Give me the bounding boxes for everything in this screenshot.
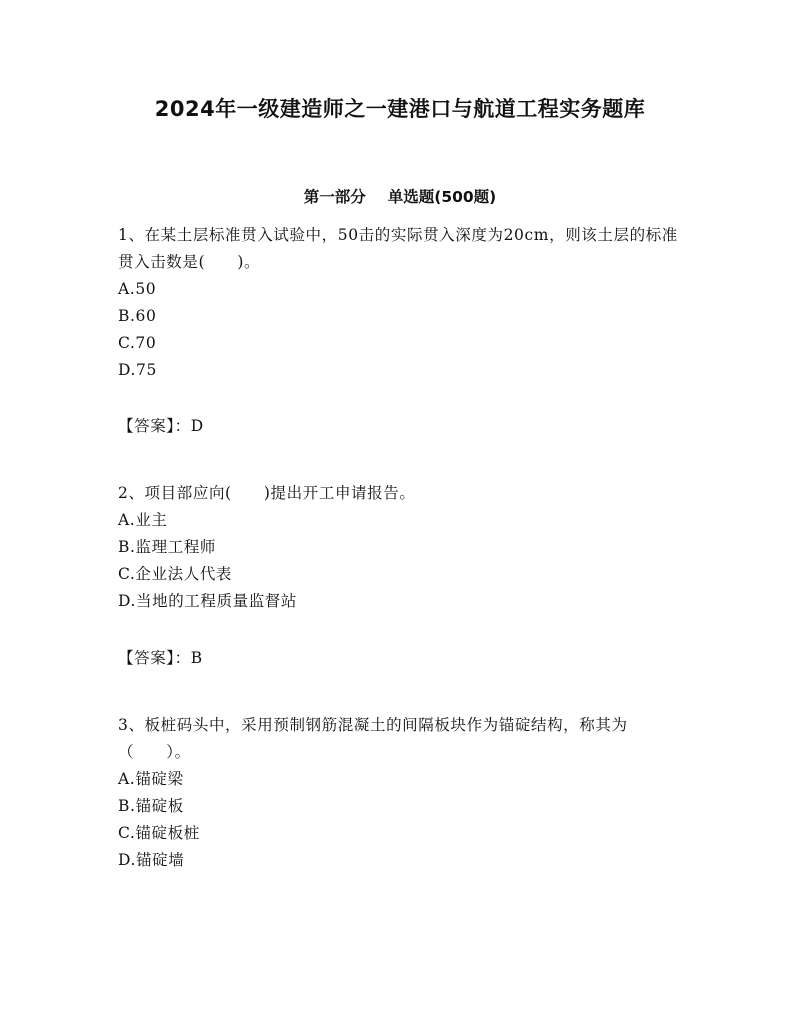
question-stem: 3、板桩码头中，采用预制钢筋混凝土的间隔板块作为锚碇结构，称其为（ ）。 [118,716,628,761]
question-1 [118,222,690,384]
question-2 [118,480,690,615]
option-b: B.60 [118,307,157,325]
question-stem: 2、项目部应向( )提出开工申请报告。 [118,484,416,502]
option-d: D.75 [118,361,157,379]
answer-value: B [190,649,203,667]
option-d: D.锚碇墙 [118,851,185,869]
option-a: A.业主 [118,511,168,529]
option-b: B.监理工程师 [118,538,217,556]
document-title: 2024年一级建造师之一建港口与航道工程实务题库 [154,97,646,121]
answer-2 [118,645,203,672]
option-a: A.50 [118,280,157,298]
option-b: B.锚碇板 [118,797,184,815]
question-stem: 1、在某土层标准贯入试验中，50击的实际贯入深度为20cm，则该土层的标准贯入击数是( )。 [118,226,678,271]
section-heading [0,185,800,207]
option-a: A.锚碇梁 [118,770,184,788]
option-d: D.当地的工程质量监督站 [118,592,298,610]
answer-label: 【答案】 [118,649,175,667]
section-name: 单选题(500题) [387,188,497,206]
option-c: C.70 [118,334,157,352]
question-3 [118,712,690,874]
option-c: C.企业法人代表 [118,565,233,583]
answer-value: D [190,417,204,435]
option-c: C.锚碇板桩 [118,824,200,842]
answer-separator: ： [174,649,191,667]
answer-1 [118,413,204,440]
answer-label: 【答案】 [118,417,175,435]
section-part: 第一部分 [303,188,366,206]
answer-separator: ： [174,417,191,435]
